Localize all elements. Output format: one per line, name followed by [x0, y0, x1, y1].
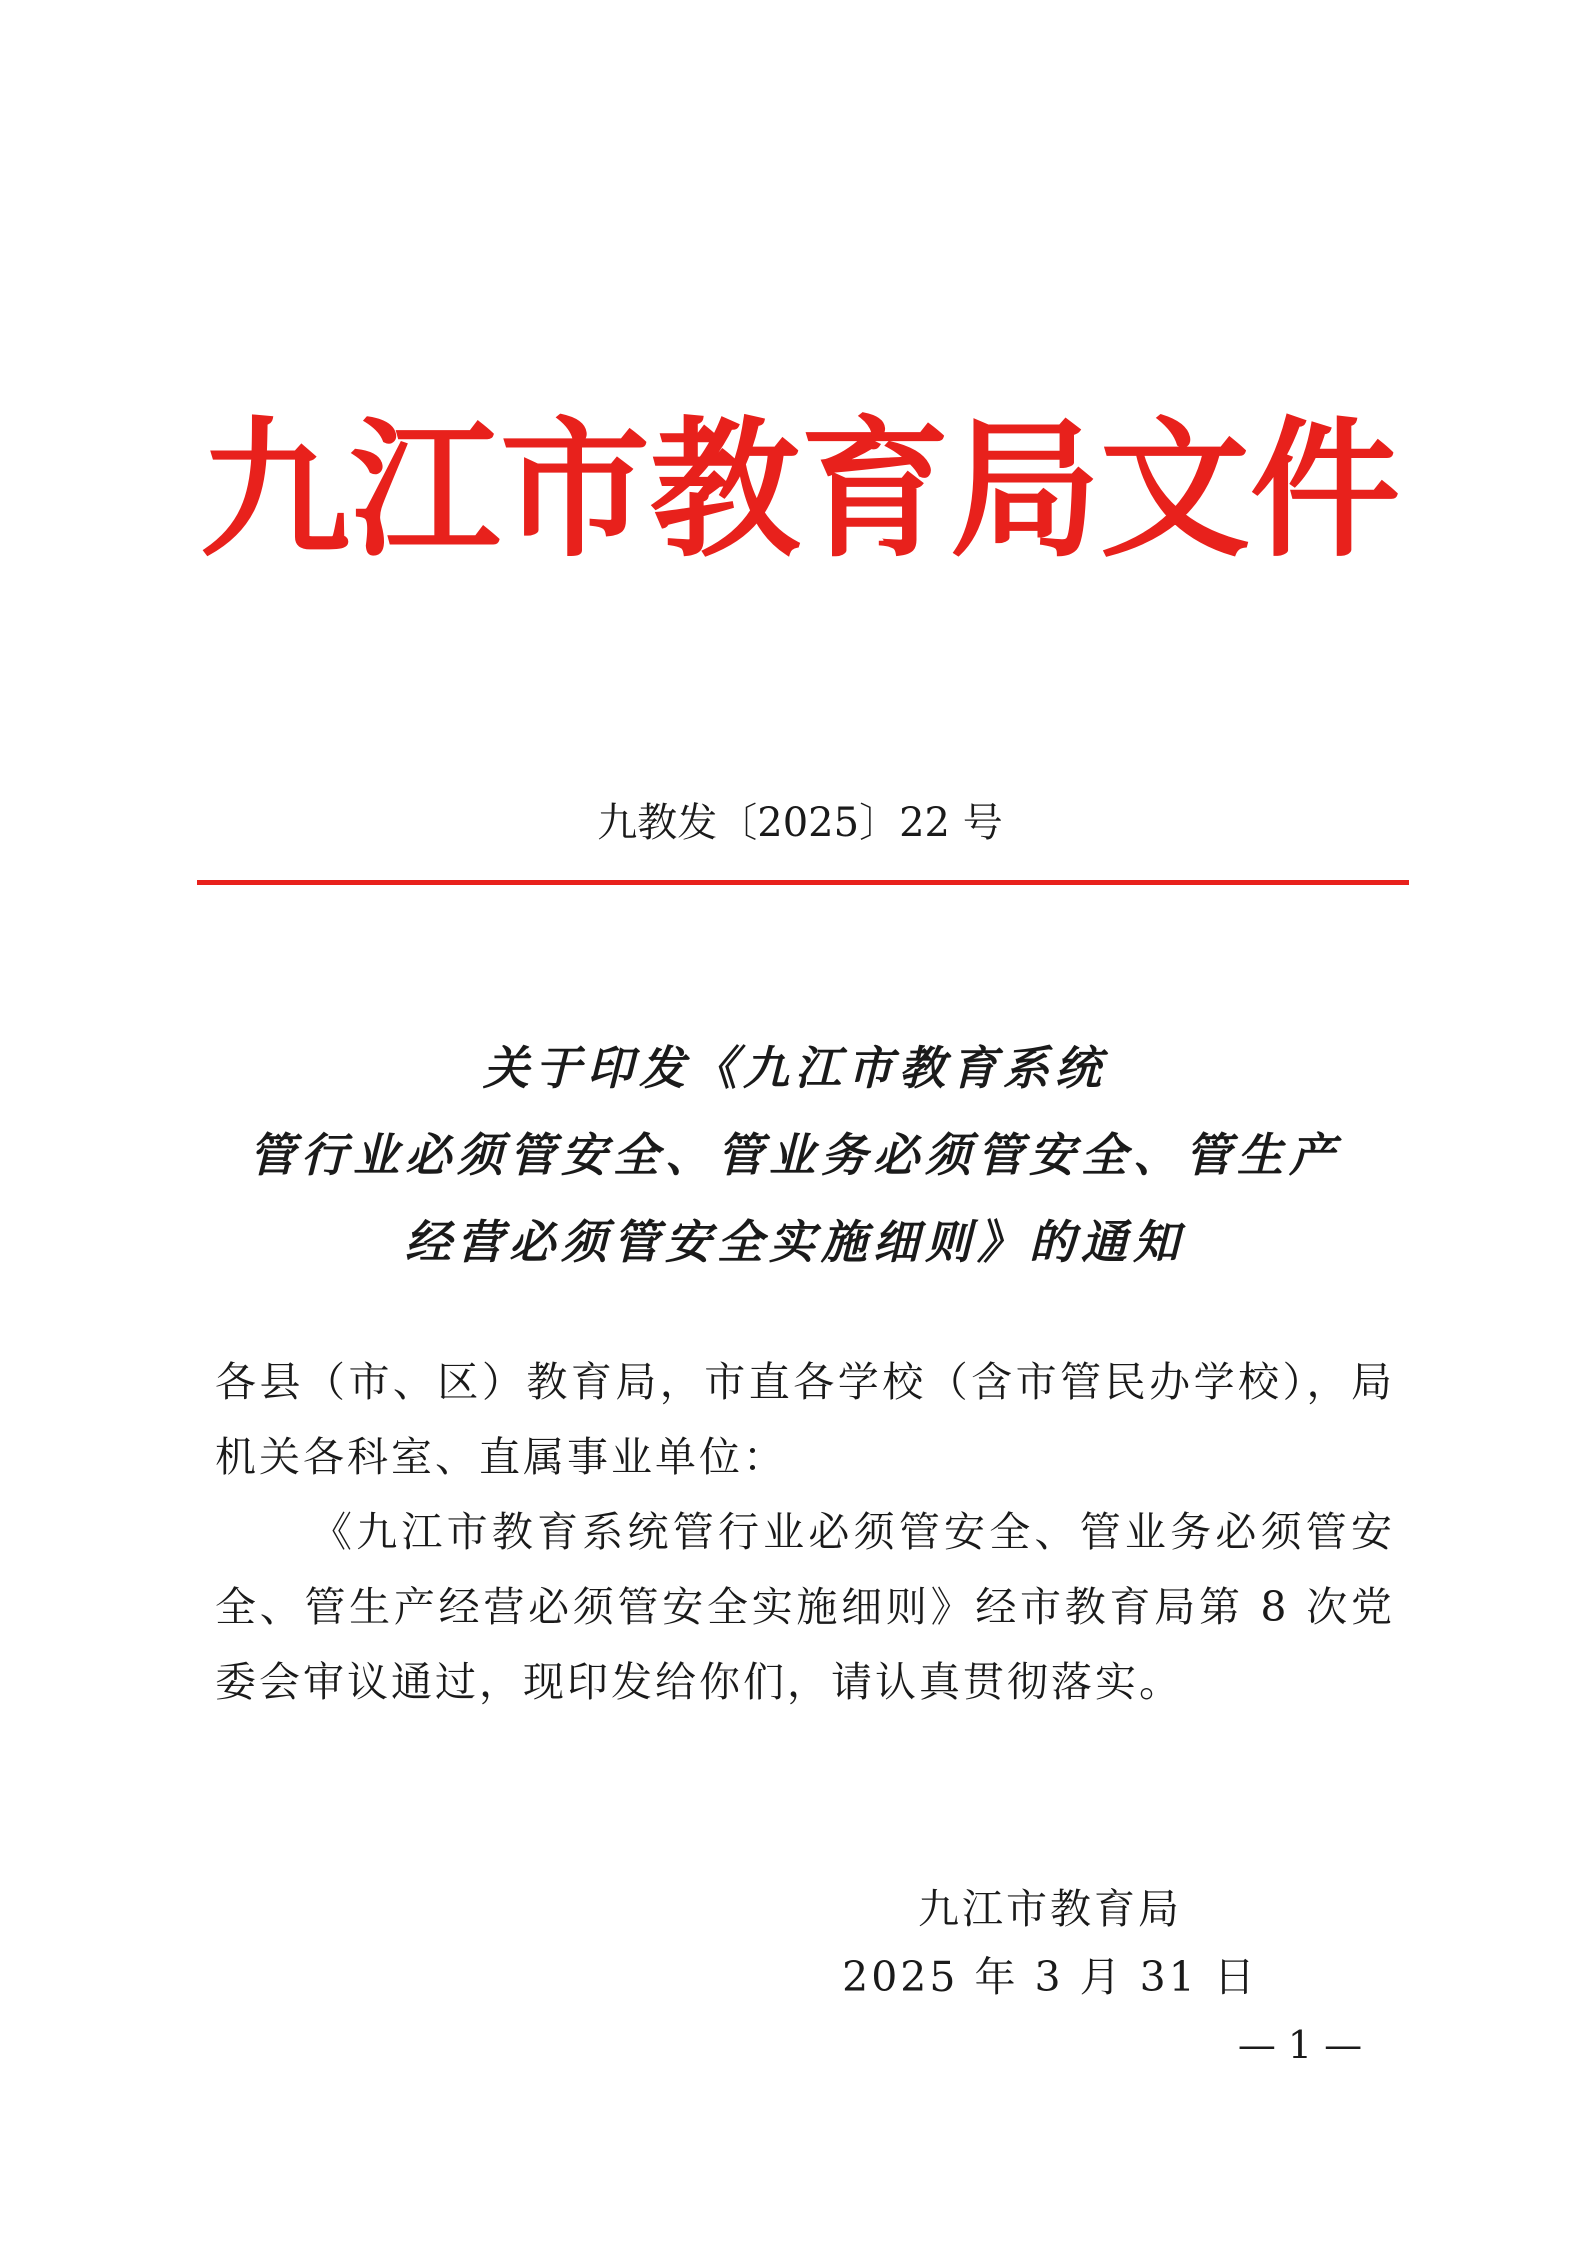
notice-body — [215, 1345, 1395, 1720]
signature-block — [820, 1875, 1280, 2011]
document-number: 九教发〔2025〕22 号 — [597, 800, 1003, 846]
body-paragraph: 《九江市教育系统管行业必须管安全、管业务必须管安全、管生产经营必须管安全实施细则》经市教育局第 8 次党委会审议通过，现印发给你们，请认真贯彻落实。 — [215, 1508, 1395, 1706]
document-header-title: 九江市教育局文件 — [200, 402, 1401, 578]
addressees: 各县（市、区）教育局，市直各学校（含市管民办学校），局机关各科室、直属事业单位： — [215, 1358, 1395, 1481]
notice-title-line-1: 关于印发《九江市教育系统 — [483, 1041, 1107, 1095]
notice-title-line-3: 经营必须管安全实施细则》的通知 — [405, 1215, 1185, 1269]
notice-title-line-2: 管行业必须管安全、管业务必须管安全、管生产 — [249, 1128, 1341, 1182]
issue-date: 2025 年 3 月 31 日 — [842, 1953, 1258, 2001]
notice-title — [190, 1025, 1400, 1286]
red-divider-line — [197, 880, 1409, 885]
page-number: — 1 — — [1237, 2023, 1363, 2067]
issuer-name: 九江市教育局 — [918, 1885, 1182, 1933]
